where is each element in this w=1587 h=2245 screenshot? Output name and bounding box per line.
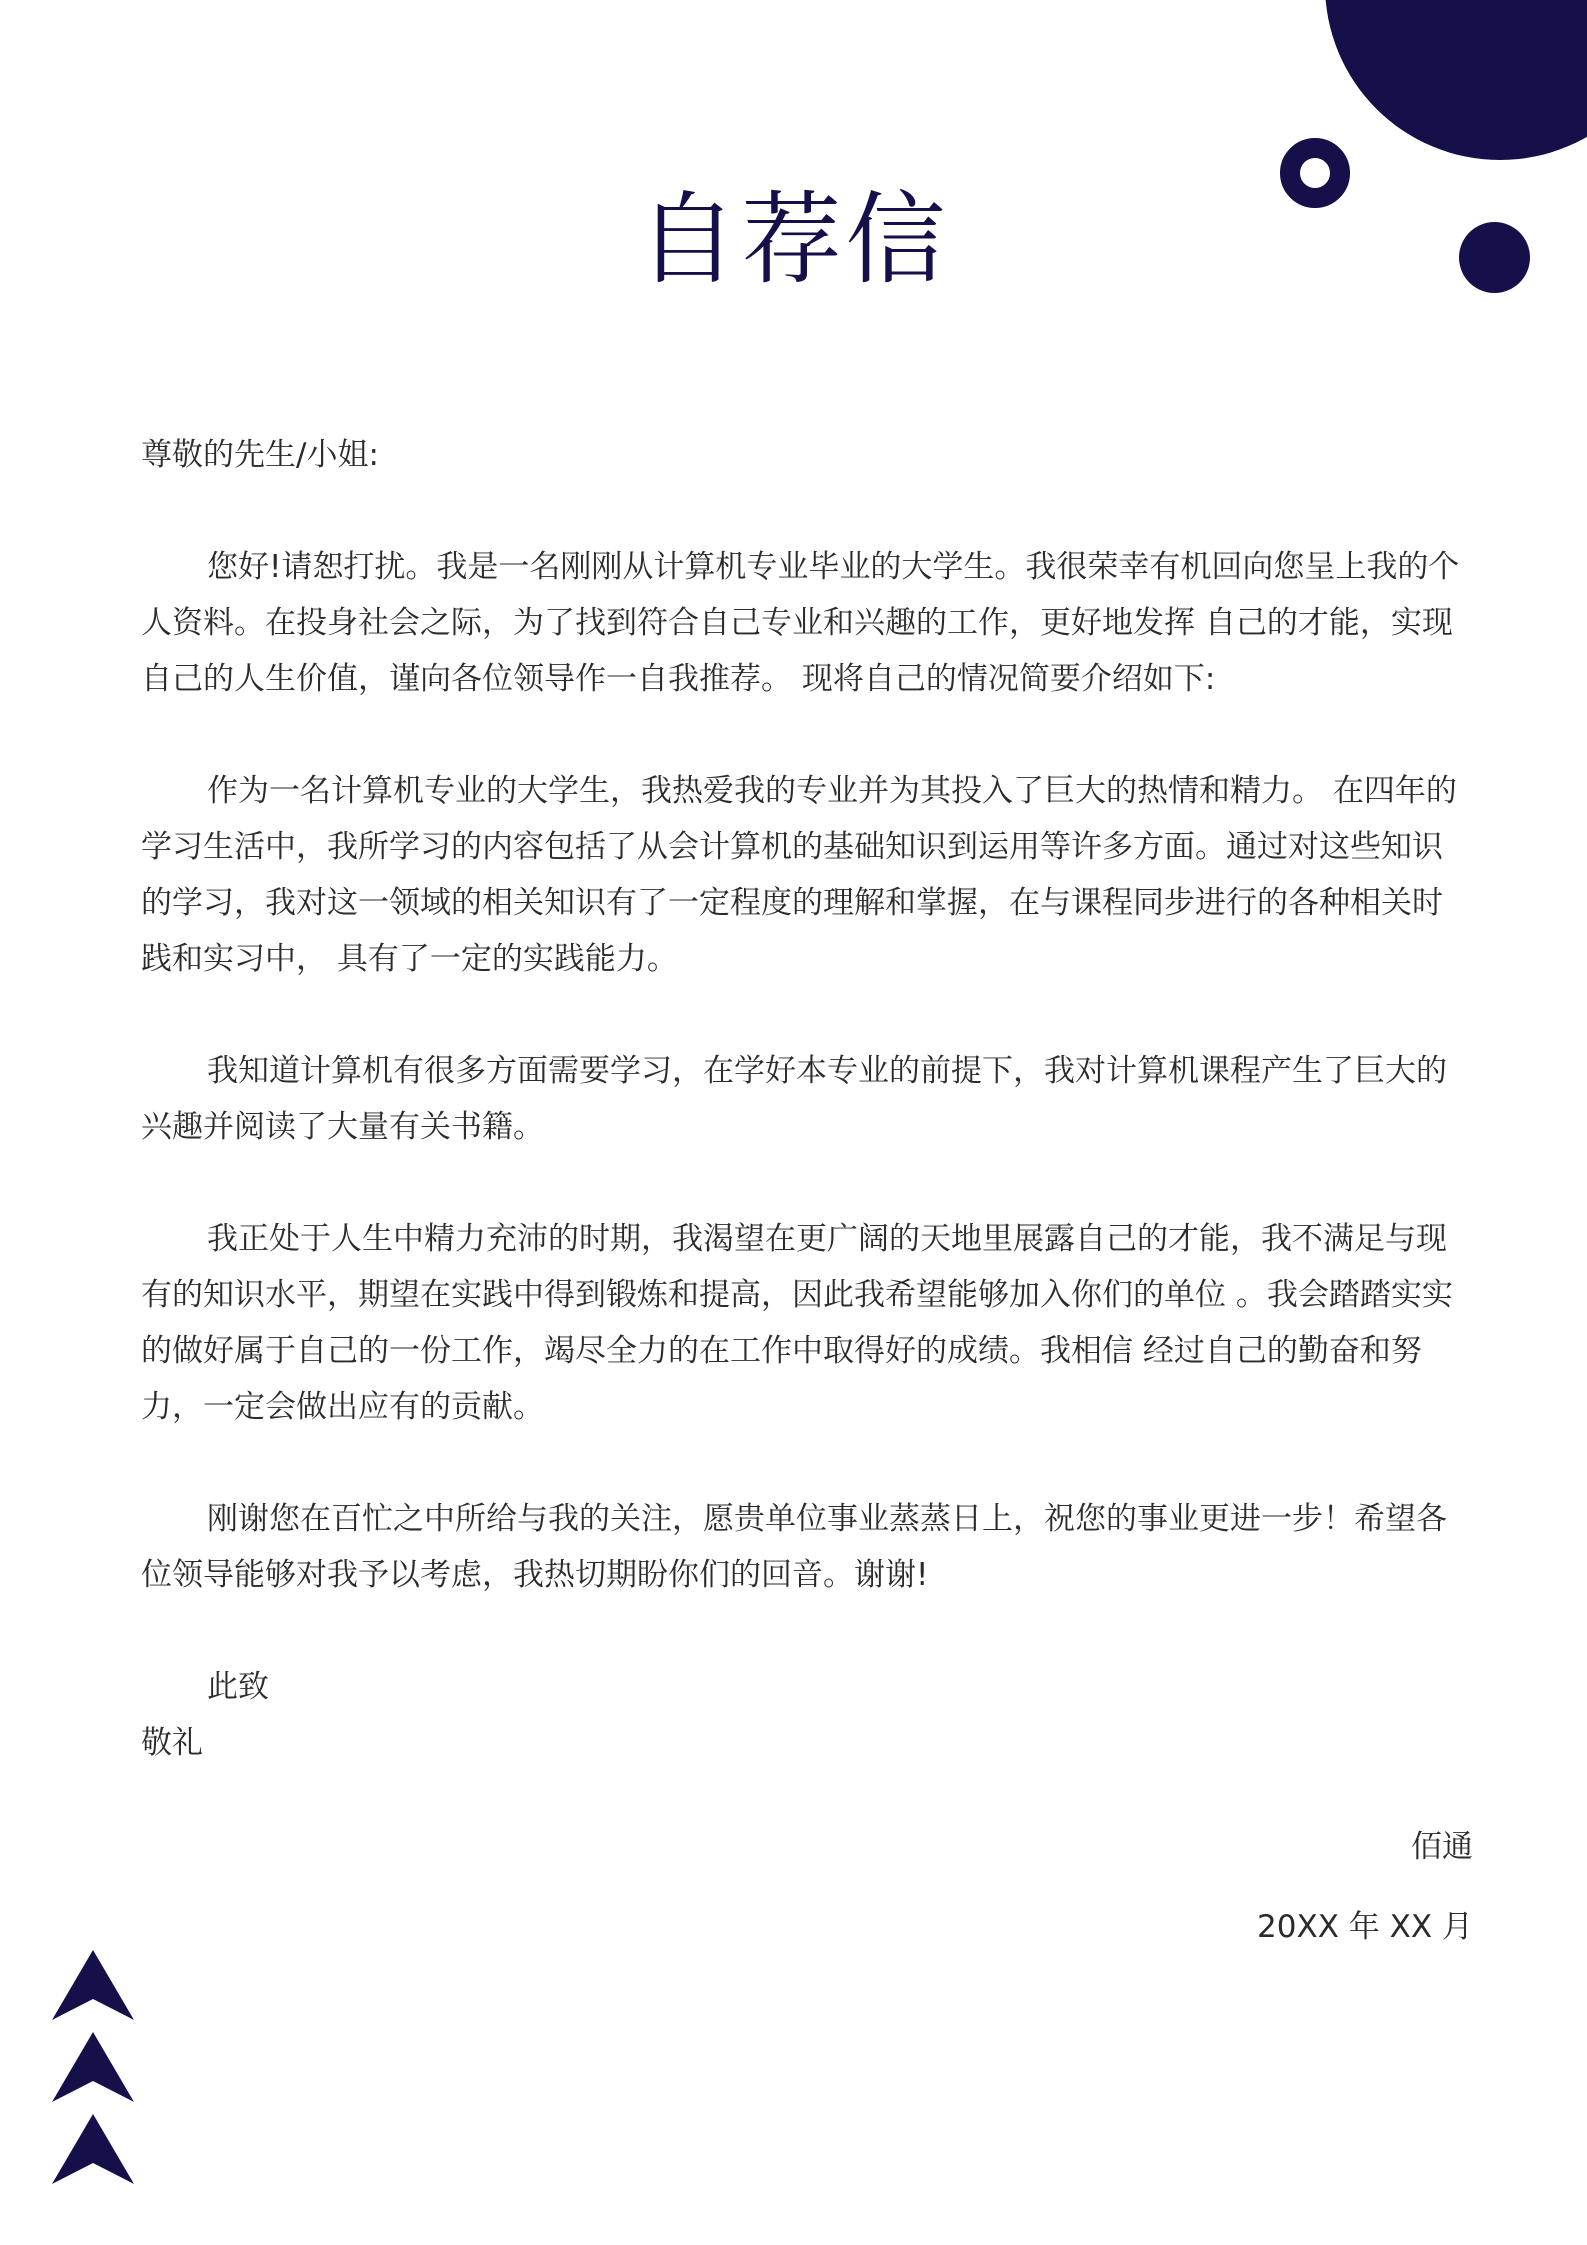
chevron-up-icon: [52, 1950, 134, 2020]
closing-line-2: 敬礼: [141, 1725, 203, 1761]
decorative-large-circle: [1325, 0, 1587, 160]
paragraph-interest: 我知道计算机有很多方面需要学习，在学好本专业的前提下，我对计算机课程产生了巨大的兴趣并阅读了大量有关书籍。: [141, 1053, 1447, 1145]
signature-name: 佰通: [1411, 1829, 1473, 1865]
decorative-arrows: [48, 1950, 138, 2190]
chevron-up-icon: [52, 2114, 134, 2184]
page-title: 自荐信: [637, 181, 950, 298]
salutation: 尊敬的先生/小姐:: [141, 437, 379, 473]
signature-date: 20XX 年 XX 月: [1257, 1909, 1473, 1945]
paragraph-intro: 您好!请恕打扰。我是一名刚刚从计算机专业毕业的大学生。我很荣幸有机回向您呈上我的个人资料。在投身社会之际，为了找到符合自己专业和兴趣的工作，更好地发挥 自己的才能，实现自己的人生价值，谨向各位领导作一自我推荐。 现将自己的情况简要介绍如下:: [141, 549, 1460, 697]
chevron-up-icon: [52, 2032, 134, 2102]
paragraph-aspiration: 我正处于人生中精力充沛的时期，我渴望在更广阔的天地里展露自己的才能，我不满足与现有的知识水平，期望在实践中得到锻炼和提高，因此我希望能够加入你们的单位 。我会踏踏实实的做好属于自己的一份工作，竭尽全力的在工作中取得好的成绩。我相信 经过自己的勤奋和努力，一定会做出应有的贡献。: [141, 1221, 1453, 1425]
paragraph-study: 作为一名计算机专业的大学生，我热爱我的专业并为其投入了巨大的热情和精力。 在四年的学习生活中，我所学习的内容包括了从会计算机的基础知识到运用等许多方面。通过对这些知识的学习，我对这一领域的相关知识有了一定程度的理解和掌握，在与课程同步进行的各种相关时践和实习中， 具有了一定的实践能力。: [141, 773, 1457, 977]
closing-line-1: 此致: [207, 1669, 269, 1705]
paragraph-thanks: 刚谢您在百忙之中所给与我的关注，愿贵单位事业蒸蒸日上，祝您的事业更进一步！希望各位领导能够对我予以考虑，我热切期盼你们的回音。谢谢!: [141, 1501, 1447, 1593]
